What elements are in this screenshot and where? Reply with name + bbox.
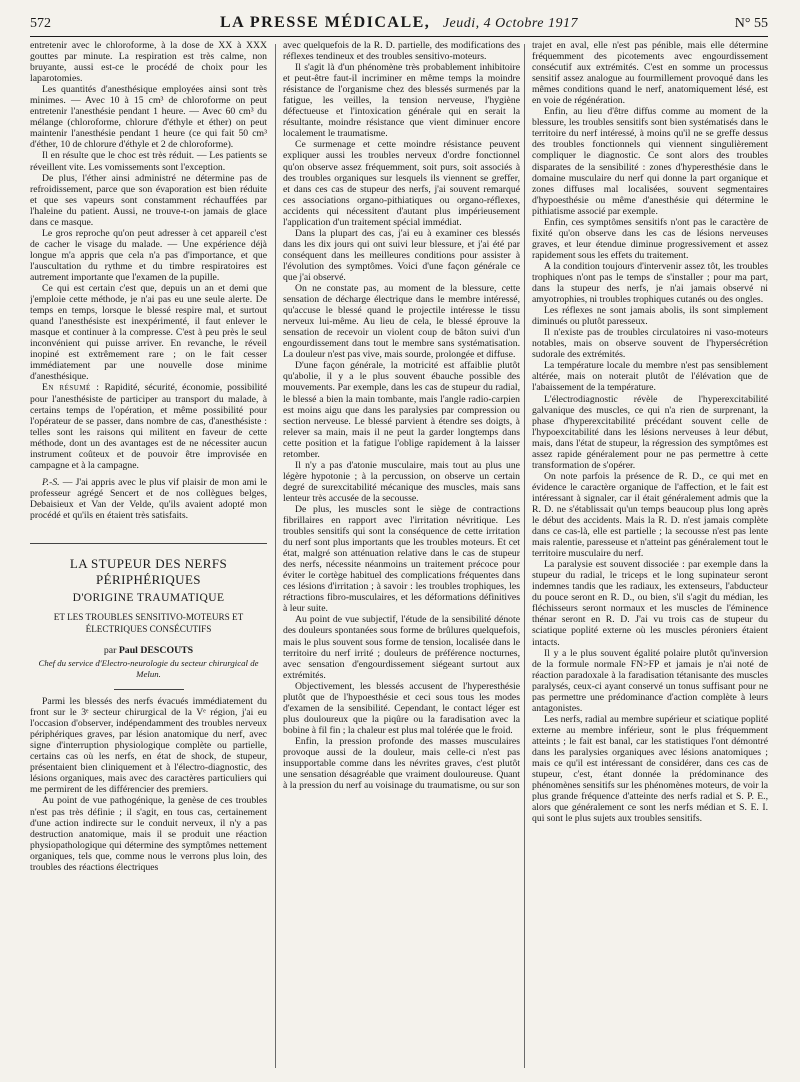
summary-text: Rapidité, sécurité, économie, possibilité pour l'anesthésiste de participer au transport du malade, à certains temps de l'opération, et même possibilité pour l'opérateur de se passer, dans nombre de cas, d'anesthésiste : telles sont les raisons qui militent en faveur de cette méthode, dont un des avantages est de ne nécessiter aucun instrument coûteux et de pouvoir être improvisée en campagne et à la campagne. bbox=[30, 382, 267, 471]
paragraph: trajet en aval, elle n'est pas pénible, mais elle détermine fréquemment des picotements avec engourdissement consécutif aux extrémités. C'est en somme un processus sensitif assez analogue au fourmillement provoqué dans les mêmes conditions quand le nerf, anatomiquement lésé, est en voie de régénération. bbox=[532, 40, 768, 107]
divider bbox=[114, 689, 184, 690]
article-header bbox=[30, 543, 267, 690]
article-title-line-2: D'ORIGINE TRAUMATIQUE bbox=[72, 592, 225, 605]
paragraph: Le gros reproche qu'on peut adresser à cet appareil c'est de cacher le visage du malade. — Une expérience déjà longue m'a appris que cela n'a pas d'importance, et que l'auscultation du rythme et du timbre respiratoires est autrement importante que l'examen de la pupille. bbox=[30, 227, 267, 283]
paragraph: La paralysie est souvent dissociée : par exemple dans la stupeur du radial, le triceps et le long supinateur seront indemnes tandis que les radiaux, les extenseurs, l'abducteur du pouce seront en R. D., ou bien, s'il s'agit du médian, les fléchisseurs seront normaux et les muscles de l'éminence thénar seront en R. D. J'ai vu trois cas de stupeur du sciatique poplité externe où les muscles péroniers étaient intacts. bbox=[532, 559, 768, 648]
paragraph: On note parfois la présence de R. D., ce qui met en évidence le caractère organique de l'affection, et le fait est intéressant à signaler, car il était généralement admis que la R. D. ne s'établissait qu'un temps beaucoup plus long après le début des accidents. Mais la R. D. n'est jamais complète dans ce cas-là, elle est partielle ; la secousse n'est pas lente mais ralentie, paresseuse et n'atteint pas généralement tout le territoire musculaire du nerf. bbox=[532, 470, 768, 560]
paragraph: Enfin, au lieu d'être diffus comme au moment de la blessure, les troubles sensitifs sont bien systématisés dans le territoire du nerf intéressé, à moins qu'il ne se greffe dessus des troubles fonctionnels qui viennent singulièrement compliquer le diagnostic. Ce sont alors des troubles disparates de la sensibilité : zones d'hyperesthésie dans le domaine musculaire du nerf qui donne la part organique et zones diffuses mal localisées, souvent segmentaires d'hypoesthésie ou même d'anesthésie qui détermine le pithiatisme associé par exemple. bbox=[532, 106, 768, 217]
column-divider bbox=[524, 44, 525, 1068]
paragraph: La température locale du membre n'est pas sensiblement altérée, mais on noterait plutôt de l'élévation que de l'abaissement de la température. bbox=[532, 360, 768, 394]
paragraph: D'une façon générale, la motricité est affaiblie plutôt qu'abolie, il y a le plus souvent ébauche possible des mouvements. Par exemple, dans les cas de stupeur du radial, le blessé a bien la main tombante, mais l'angle radio-carpien est moins aigu que dans les paralysies par compression ou section nerveuse. Le blessé parvient à étendre ses doigts, à relever sa main, mais il ne peut la garder longtemps dans cette position et la fatigue l'oblige rapidement à la laisser retomber. bbox=[283, 360, 520, 460]
paragraph: Les réflexes ne sont jamais abolis, ils sont simplement diminués ou plutôt paresseux. bbox=[532, 305, 768, 328]
summary-paragraph bbox=[30, 382, 267, 470]
paragraph: Dans la plupart des cas, j'ai eu à examiner ces blessés dans les dix jours qui ont suivi leur blessure, et j'ai été par conséquent dans les meilleures conditions pour assister à l'évolution des symptômes. Voici d'une façon générale ce que j'ai observé. bbox=[283, 227, 520, 283]
paragraph: Il en résulte que le choc est très réduit. — Les patients se réveillent vite. Les vomissements sont l'exception. bbox=[30, 150, 267, 173]
paragraph: avec quelquefois de la R. D. partielle, des modifications des réflexes tendineux et des troubles sensitivo-moteurs. bbox=[283, 40, 520, 63]
paragraph: On ne constate pas, au moment de la blessure, cette sensation de décharge électrique dans le membre intéressé, qu'accuse le blessé quand le projectile intéresse le tissu nerveux lui-même. Au lieu de cela, le blessé éprouve la sensation de recevoir un violent coup de bâton suivi d'un engourdissement dans tout le membre sans systématisation. La douleur n'est pas vive, mais sourde, prolongée et diffuse. bbox=[283, 283, 520, 361]
column-2 bbox=[283, 40, 520, 1072]
page-header bbox=[30, 10, 768, 37]
masthead bbox=[30, 14, 768, 32]
byline bbox=[30, 645, 267, 656]
paragraph: Enfin, la pression profonde des masses musculaires provoque aussi de la douleur, mais celle-ci n'est pas insupportable comme dans les névrites graves, c'est plutôt une sensation désagréable que vraiment douloureuse. Quant à la pression du nerf au voisinage du traumatisme, ou sur son bbox=[283, 735, 520, 792]
issue-number: N° 55 bbox=[734, 16, 768, 31]
paragraph: De plus, l'éther ainsi administré ne détermine pas de refroidissement, parce que son évaporation est bien réduite et que ses vapeurs sont constamment réchauffées par l'haleine du patient. Aussi, ne trouve-t-on jamais de glace dans ce masque. bbox=[30, 172, 267, 228]
journal-title: LA PRESSE MÉDICALE, bbox=[219, 14, 431, 31]
paragraph: Les quantités d'anesthésique employées ainsi sont très minimes. — Avec 10 à 15 cm³ de chloroforme on peut entretenir l'anesthésie pendant 1 heure. — Avec 60 cm³ du mélange (chloroforme, chlorure d'éthyle et éther) on peut maintenir l'anesthésie pendant 1 heure (ce qui fait 50 cm³ d'éther, 10 de chlorure d'éthyle et 2 de chloroforme). bbox=[30, 84, 267, 151]
author-name: Paul DESCOUTS bbox=[118, 645, 194, 657]
paragraph: Au point de vue pathogénique, la genèse de ces troubles n'est pas très définie ; il s'agit, en tous cas, certainement d'une action indirecte sur le conduit nerveux, il n'y a pas destruction anatomique, mais il se produit une réaction physiopathologique qui détermine des symptômes nettement organiques, tels que, comme nous le verrons plus loin, des troubles des réactions électriques bbox=[30, 795, 267, 873]
paragraph: Il s'agit là d'un phénomène très probablement inhibitoire et peut-être faut-il incriminer en même temps la moindre résistance de l'organisme chez des blessés surmenés par la fatigue, les veilles, la tension nerveuse, l'hygiène défectueuse et l'intoxication générale qui en serait la résultante, moindre résistance que vient diminuer encore localement le traumatisme. bbox=[283, 62, 520, 140]
paragraph: Il n'existe pas de troubles circulatoires ni vaso-moteurs notables, mais on observe souvent de l'hypersécrétion sudorale des extrémités. bbox=[532, 327, 768, 361]
paragraph: Il y a le plus souvent égalité polaire plutôt qu'inversion de la formule normale FN>FP et jamais je n'ai noté de réaction paradoxale à la faradisation tétanisante des muscles paralysés, ceux-ci ayant conservé un tonus suffisant pour ne pas permettre une prédominance d'action complète à leurs antagonistes. bbox=[532, 647, 768, 714]
paragraph: Les nerfs, radial au membre supérieur et sciatique poplité externe au membre inférieur, sont le plus fréquemment atteints ; le fait est banal, car les statistiques l'ont démontré dans les paralysies organiques avec lésions anatomiques ; mais ce qu'il est intéressant de considérer, dans ces cas de stupeur, c'est, étant donnée la prédominance des phénomènes sensitifs sur les phénomènes moteurs, de voir la plus grande fréquence d'atteinte des nerfs radial et S. P. E., alors que généralement ce sont les nerfs médian et S. E. I. qui sont le plus sujets aux troubles sensitifs. bbox=[532, 713, 768, 825]
column-1 bbox=[30, 40, 267, 1072]
summary-label: En résumé : bbox=[42, 382, 100, 394]
paragraph: Au point de vue subjectif, l'étude de la sensibilité dénote des douleurs spontanées sous forme de brûlures quelquefois, mais le plus souvent sous forme de tension, localisée dans le territoire du nerf irrité ; douleurs de préférence nocturnes, avec sensation d'engourdissement siégeant surtout aux extrémités. bbox=[283, 614, 520, 681]
paragraph: L'électrodiagnostic révèle de l'hyperexcitabilité galvanique des muscles, ce qui n'a rien de surprenant, la phase d'hyperexcitabilité précédant souvent celle de l'hypoexcitabilité dans les lésions nerveuses à leur début, mais, dans l'état de stupeur, la régression des symptômes est assez rapide généralement pour ne pas permettre à cette transformation de s'opérer. bbox=[532, 393, 768, 471]
paragraph: Objectivement, les blessés accusent de l'hyperesthésie plutôt que de l'hypoesthésie et ceci sous tous les modes d'examen de la sensibilité. Cependant, le contact léger est plus douloureux que la piqûre ou la faradisation avec la bobine à fil fin ; la chaleur est plus mal tolérée que le froid. bbox=[283, 680, 520, 736]
paragraph: A la condition toujours d'intervenir assez tôt, les troubles trophiques n'ont pas le temps de s'installer ; pour ma part, dans la stupeur des nerfs, je n'ai jamais observé ni amyotrophies, ni troubles trophiques cutanés ou des ongles. bbox=[532, 260, 768, 306]
paragraph: Enfin, ces symptômes sensitifs n'ont pas le caractère de fixité qu'on observe dans les cas de lésions nerveuses graves, et leur étendue diminue progressivement et assez rapidement sous les effets du traitement. bbox=[532, 216, 768, 261]
byline-prefix: par bbox=[103, 645, 117, 657]
postscript-text: — J'ai appris avec le plus vif plaisir de mon ami le professeur agrégé Sencert et de nos collègues belges, Debaisieux et Van der Velde, qu'ils avaient adopté mon procédé et qu'ils en étaient très satisfaits. bbox=[30, 476, 267, 521]
paragraph: Ce qui est certain c'est que, depuis un an et demi que j'emploie cette méthode, je n'ai pas eu une seule alerte. De temps en temps, lorsque le blessé respire mal, et surtout quand l'anesthésiste est inexpérimenté, il faut enlever le masque et continuer à la compresse. C'est à peu près le seul inconvénient qui puisse arriver. En revanche, le réveil inopiné est extrêmement rare ; on le fait cesser immédiatement par une nouvelle dose minime d'anesthésique. bbox=[30, 283, 267, 383]
column-3 bbox=[532, 40, 768, 1072]
paragraph: De plus, les muscles sont le siège de contractions fibrillaires en rapport avec l'irritation névritique. Les troubles sensitifs qui sont la conséquence de cette irritation du nerf sont plus importants que les troubles moteurs. Et cet état, malgré son atténuation relative dans le cas de stupeur des nerfs, nécessite néanmoins un traitement précoce pour éviter le cortège habituel des complications fréquentes dans ces lésions d'irritation ; à savoir : les troubles trophiques, les rétractions fibro-musculaires, et les déformations définitives à leur suite. bbox=[283, 503, 520, 615]
postscript bbox=[30, 477, 267, 521]
column-divider bbox=[275, 44, 276, 1068]
author-role: Chef du service d'Electro-neurologie du secteur chirurgical de Melun. bbox=[38, 658, 259, 679]
page-number: 572 bbox=[30, 16, 51, 31]
issue-date: Jeudi, 4 Octobre 1917 bbox=[442, 16, 578, 31]
postscript-label: P.-S. bbox=[42, 476, 60, 488]
paragraph: Ce surmenage et cette moindre résistance peuvent expliquer aussi les troubles nerveux d'ordre fonctionnel qu'on observe assez fréquemment, soit purs, soit associés à des troubles organiques sur lesquels ils viennent se greffer, et dans ces cas de stupeur des nerfs, j'ai souvent remarqué ces associations organo-pithiatiques ou organo-réflexes, accidents qui nécessitent d'autant plus impérieusement l'application d'un traitement spécial immédiat. bbox=[283, 139, 520, 228]
article-subtitle: ET LES TROUBLES SENSITIVO-MOTEURS ET ÉLECTRIQUES CONSÉCUTIFS bbox=[53, 612, 244, 634]
paragraph: Il n'y a pas d'atonie musculaire, mais tout au plus une légère hypotonie ; à la percussion, on observe un certain degré de surexcitabilité mécanique des muscles, mais sans lenteur très accusée de la secousse. bbox=[283, 459, 520, 504]
paragraph: Parmi les blessés des nerfs évacués immédiatement du front sur le 3ᵉ secteur chirurgical de la Vᵉ région, j'ai eu l'occasion d'observer, indépendamment des troubles nerveux périphériques graves, par lésion anatomique du nerf, avec signe d'interruption physiologique complète ou partielle, certains cas où les nerfs, en état de shock, de stupeur, présentaient bien cliniquement et à l'électro-diagnostic, des lésions organiques, mais avec des caractères particuliers qui me permirent de les différencier des premiers. bbox=[30, 696, 267, 796]
article-title: LA STUPEUR DES NERFS PÉRIPHÉRIQUES bbox=[69, 556, 228, 588]
paragraph: entretenir avec le chloroforme, à la dose de XX à XXX gouttes par minute. La respiration est très calme, non bruyante, aussi est-ce le procédé de choix pour les laparotomies. bbox=[30, 40, 267, 85]
